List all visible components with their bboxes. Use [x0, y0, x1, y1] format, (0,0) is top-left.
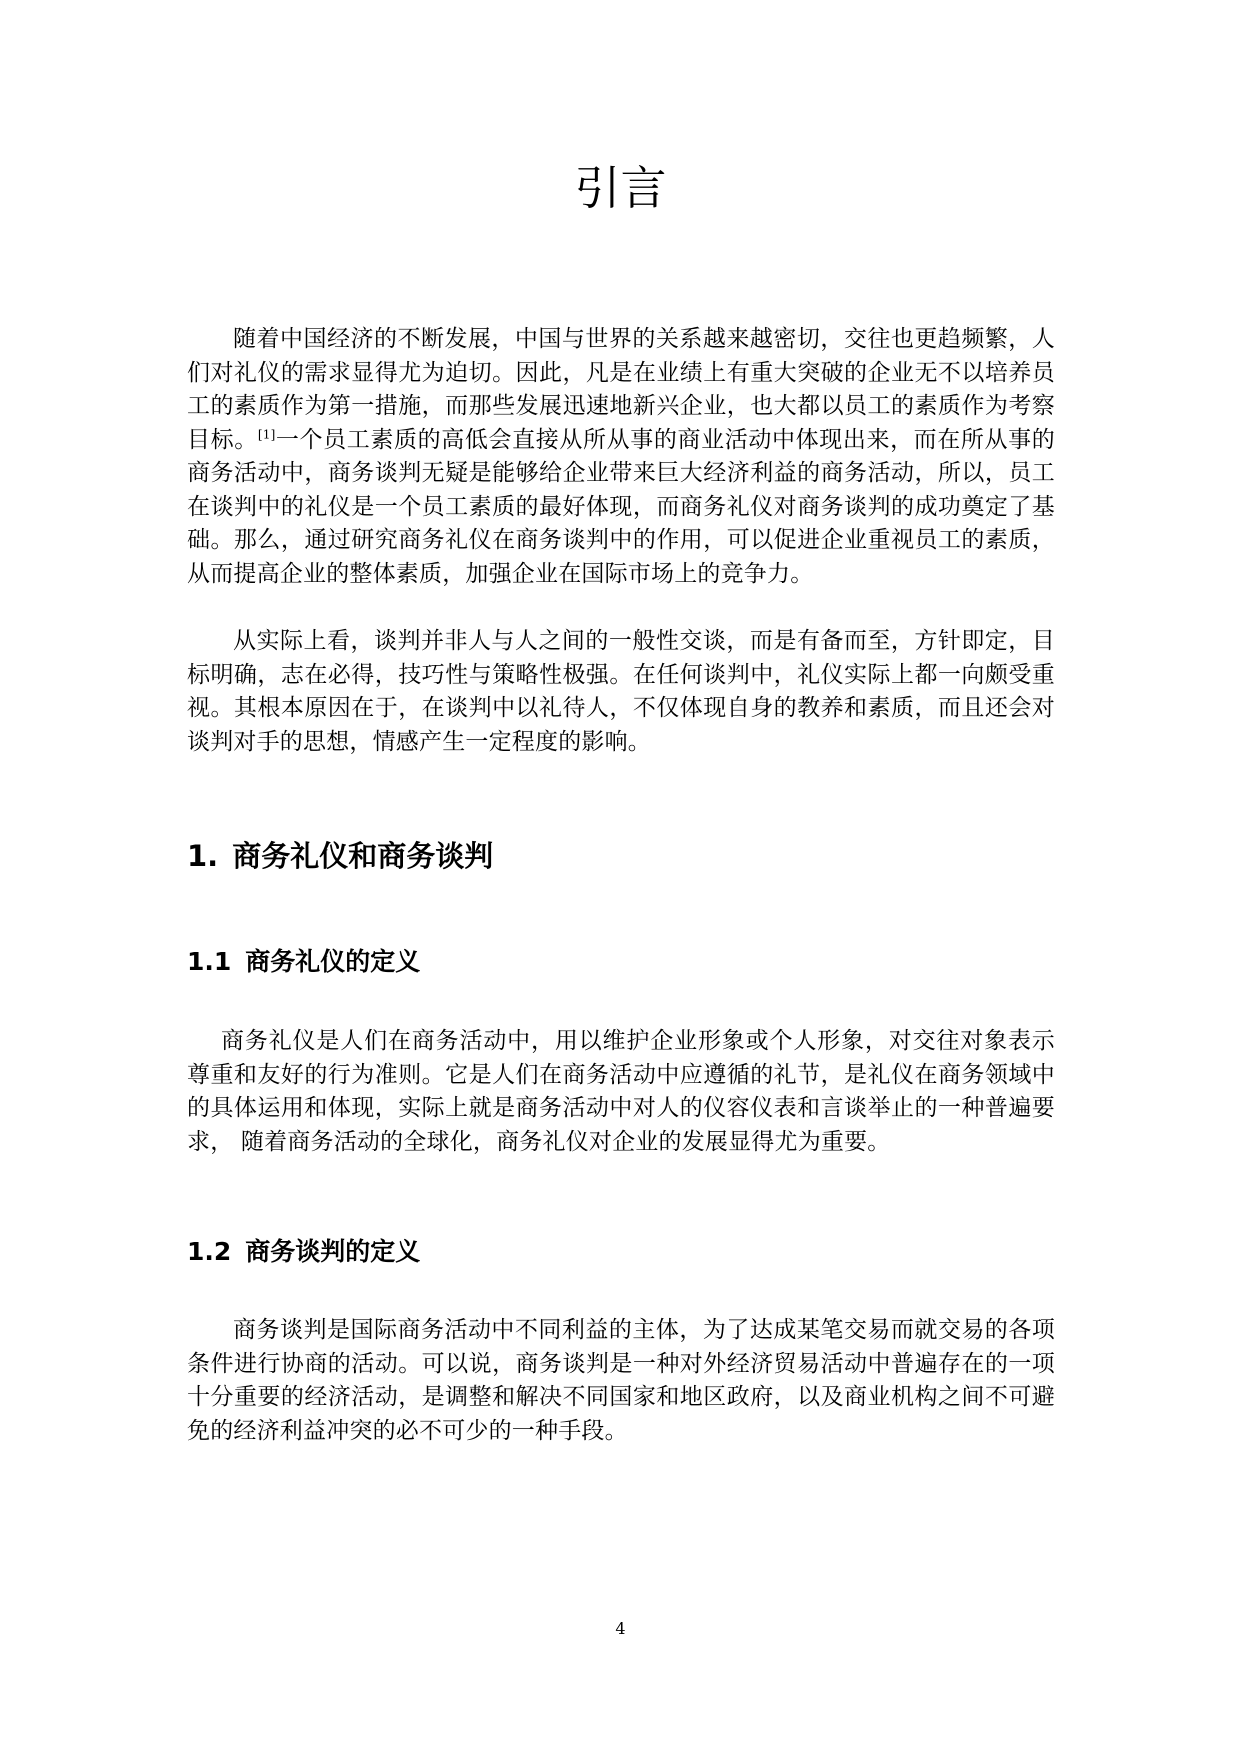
intro-paragraph-1-text-b: 一个员工素质的高低会直接从所从事的商业活动中体现出来，而在所从事的商务活动中，商务谈判无疑是能够给企业带来巨大经济利益的商务活动，所以，员工在谈判中的礼仪是一个员工素质的最好体现，而商务礼仪对商务谈判的成功奠定了基础。那么，通过研究商务礼仪在商务谈判中的作用，可以促进企业重视员工的素质，从而提高企业的整体素质，加强企业在国际市场上的竞争力。 — [187, 426, 1055, 587]
section-1-2-number: 1.2 — [187, 1237, 232, 1266]
section-1-1-number: 1.1 — [187, 947, 232, 976]
intro-paragraph-1 — [187, 323, 1055, 591]
section-1-1-heading — [187, 944, 420, 980]
page-number: 4 — [615, 1619, 626, 1638]
intro-paragraph-1-text-a: 随着中国经济的不断发展，中国与世界的关系越来越密切，交往也更趋频繁，人们对礼仪的需求显得尤为迫切。因此，凡是在业绩上有重大突破的企业无不以培养员工的素质作为第一措施，而那些发展迅速地新兴企业，也大都以员工的素质作为考察目标。 — [187, 326, 1055, 453]
page-title: 引言 — [574, 161, 667, 215]
section-1-1-body: 商务礼仪是人们在商务活动中，用以维护企业形象或个人形象，对交往对象表示尊重和友好的行为准则。它是人们在商务活动中应遵循的礼节，是礼仪在商务领域中的具体运用和体现，实际上就是商务活动中对人的仪容仪表和言谈举止的一种普遍要求， 随着商务活动的全球化，商务礼仪对企业的发展显得尤为重要。 — [187, 1028, 1055, 1155]
section-1-2-body: 商务谈判是国际商务活动中不同利益的主体，为了达成某笔交易而就交易的各项条件进行协商的活动。可以说，商务谈判是一种对外经济贸易活动中普遍存在的一项十分重要的经济活动，是调整和解决不同国家和地区政府，以及商业机构之间不可避免的经济利益冲突的必不可少的一种手段。 — [187, 1317, 1055, 1444]
intro-paragraph-2: 从实际上看，谈判并非人与人之间的一般性交谈，而是有备而至，方针即定，目标明确，志在必得，技巧性与策略性极强。在任何谈判中，礼仪实际上都一向颇受重视。其根本原因在于，在谈判中以礼待人，不仅体现自身的教养和素质，而且还会对谈判对手的思想，情感产生一定程度的影响。 — [187, 628, 1055, 755]
section-1-number: 1. — [187, 839, 219, 873]
citation-marker: [1] — [257, 426, 276, 441]
section-1-2-heading — [187, 1234, 420, 1270]
section-1-heading — [187, 836, 493, 876]
section-1-1-title: 商务礼仪的定义 — [245, 947, 421, 976]
section-1-2-title: 商务谈判的定义 — [245, 1237, 421, 1266]
section-1-title: 商务礼仪和商务谈判 — [232, 839, 494, 873]
